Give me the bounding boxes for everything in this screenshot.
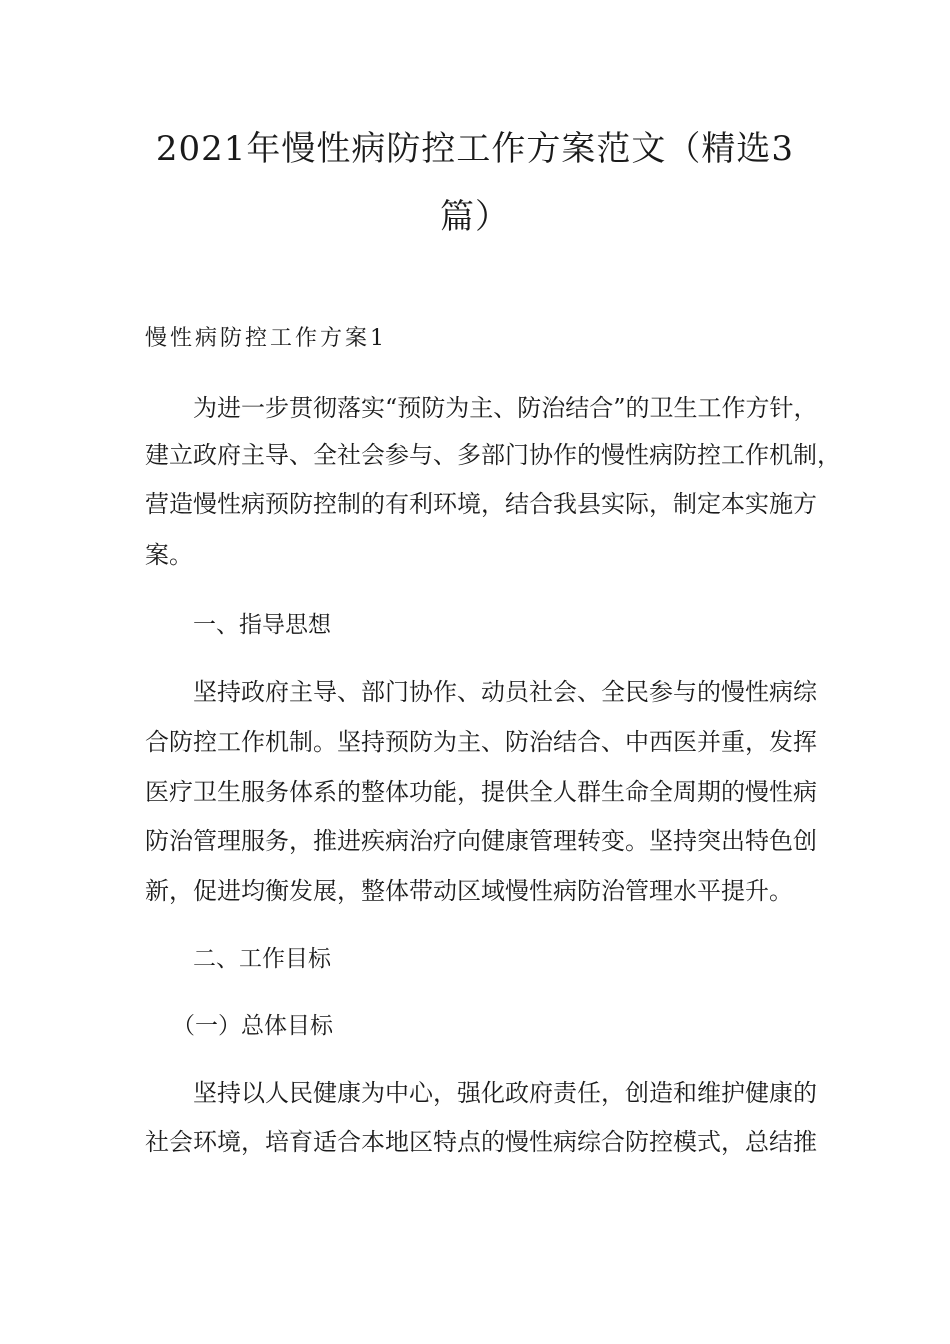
subheading-overall-goal: （一）总体目标 (172, 1013, 333, 1039)
heading-guiding-thought: 一、指导思想 (193, 612, 331, 638)
heading-work-goals: 二、工作目标 (193, 946, 331, 972)
document-title-line-1: 2021年慢性病防控工作方案范文（精选3 (155, 129, 795, 169)
paragraph-2-line-2: 合防控工作机制。坚持预防为主、防治结合、中西医并重，发挥 (145, 728, 817, 756)
paragraph-2-line-4: 防治管理服务，推进疾病治疗向健康管理转变。坚持突出特色创 (145, 827, 817, 855)
section-subtitle: 慢性病防控工作方案1 (145, 326, 387, 351)
paragraph-1-line-3: 营造慢性病预防控制的有利环境，结合我县实际，制定本实施方 (145, 490, 817, 518)
paragraph-3-line-1: 坚持以人民健康为中心，强化政府责任，创造和维护健康的 (193, 1079, 817, 1107)
document-title-line-2: 篇） (440, 197, 510, 237)
paragraph-2-line-3: 医疗卫生服务体系的整体功能，提供全人群生命全周期的慢性病 (145, 778, 817, 806)
paragraph-3-line-2: 社会环境，培育适合本地区特点的慢性病综合防控模式，总结推 (145, 1128, 817, 1156)
paragraph-1-line-4: 案。 (145, 541, 193, 569)
paragraph-2-line-5: 新，促进均衡发展，整体带动区域慢性病防治管理水平提升。 (145, 877, 793, 905)
paragraph-1-line-2: 建立政府主导、全社会参与、多部门协作的慢性病防控工作机制， (145, 441, 841, 469)
paragraph-2-line-1: 坚持政府主导、部门协作、动员社会、全民参与的慢性病综 (193, 678, 817, 706)
paragraph-1-line-1: 为进一步贯彻落实“预防为主、防治结合”的卫生工作方针， (193, 394, 818, 422)
